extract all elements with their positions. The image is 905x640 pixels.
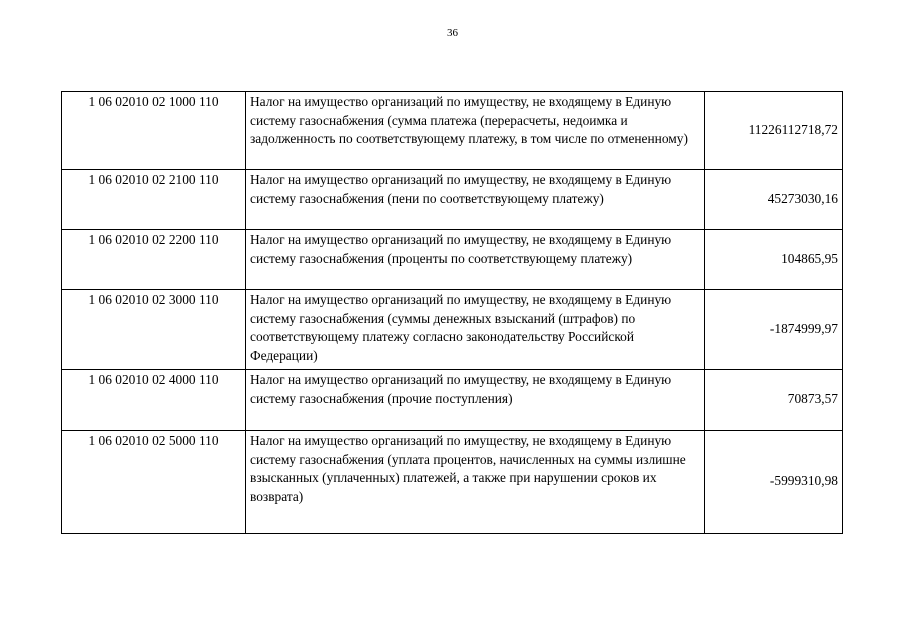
amount-cell: 70873,57 [705, 370, 843, 431]
budget-code-cell: 1 06 02010 02 2100 110 [62, 170, 246, 230]
budget-code-cell: 1 06 02010 02 4000 110 [62, 370, 246, 431]
description-cell: Налог на имущество организаций по имуществу, не входящему в Единую систему газоснабжения (сумма платежа (перерасчеты, недоимка и задолженность по соответствующему платежу, в том числе по отмененному) [246, 92, 705, 170]
table-row [62, 290, 843, 370]
amount-cell: -5999310,98 [705, 431, 843, 534]
budget-code-cell: 1 06 02010 02 2200 110 [62, 230, 246, 290]
revenue-table [61, 91, 843, 534]
description-cell: Налог на имущество организаций по имуществу, не входящему в Единую систему газоснабжения (прочие поступления) [246, 370, 705, 431]
description-cell: Налог на имущество организаций по имуществу, не входящему в Единую систему газоснабжения (уплата процентов, начисленных на суммы излишне взысканных (уплаченных) платежей, а также при нарушении сроков их возврата) [246, 431, 705, 534]
description-cell: Налог на имущество организаций по имуществу, не входящему в Единую систему газоснабжения (проценты по соответствующему платежу) [246, 230, 705, 290]
page-number: 36 [447, 27, 458, 39]
amount-cell: -1874999,97 [705, 290, 843, 370]
description-cell: Налог на имущество организаций по имуществу, не входящему в Единую систему газоснабжения (пени по соответствующему платежу) [246, 170, 705, 230]
table-row [62, 431, 843, 534]
amount-cell: 45273030,16 [705, 170, 843, 230]
table-row [62, 230, 843, 290]
table-row [62, 370, 843, 431]
table-row [62, 170, 843, 230]
budget-code-cell: 1 06 02010 02 1000 110 [62, 92, 246, 170]
amount-cell: 11226112718,72 [705, 92, 843, 170]
amount-cell: 104865,95 [705, 230, 843, 290]
budget-code-cell: 1 06 02010 02 5000 110 [62, 431, 246, 534]
table-row [62, 92, 843, 170]
description-cell: Налог на имущество организаций по имуществу, не входящему в Единую систему газоснабжения (суммы денежных взысканий (штрафов) по соответствующему платежу согласно законодательству Российской Федерации) [246, 290, 705, 370]
budget-code-cell: 1 06 02010 02 3000 110 [62, 290, 246, 370]
